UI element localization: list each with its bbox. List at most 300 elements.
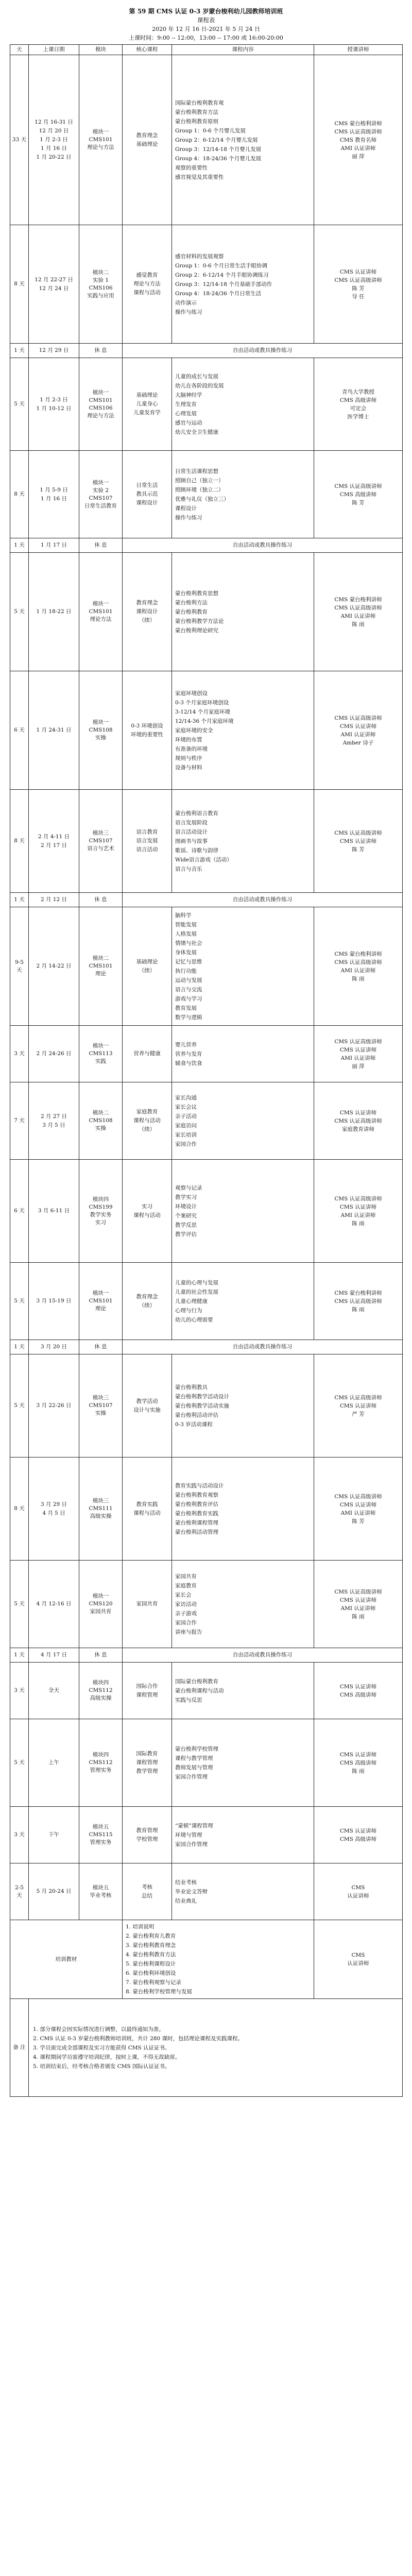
date-entry: 下午	[48, 1832, 59, 1838]
row-day: 8 天	[10, 225, 29, 344]
content-entry: 讲座与报告	[175, 1629, 202, 1635]
core-entry: 教育管理	[136, 1827, 158, 1834]
content-entry: 环境与管理	[175, 1832, 202, 1838]
content-entry: 脑科学	[175, 912, 192, 919]
table-row	[10, 1160, 403, 1263]
textbook-item: 3. 蒙台梭利教育理念	[126, 1942, 176, 1948]
content-entry: 感官视觉及其重要性	[175, 174, 224, 180]
row-teacher: CMS 认证高级讲师 CMS 高级讲师 陈 芳	[314, 451, 403, 538]
schedule-body	[10, 55, 403, 1920]
textbook-item: 1. 培训说明	[126, 1924, 154, 1930]
row-day: 8 天	[10, 1458, 29, 1561]
date-entry: 2 月 27 日	[40, 1113, 67, 1120]
remark-item: 1. 部分课程会因实际情况进行调整，以最终通知为准。	[33, 2026, 164, 2032]
content-entry: 结业典礼	[175, 1897, 197, 1904]
core-entry: 家园共育	[136, 1601, 158, 1607]
date-entry: 1 月 17 日	[40, 542, 67, 548]
row-module: 模块一 CMS101 理论方法	[79, 553, 123, 671]
row-rest-note: 自由活动或教具操作练习	[123, 1340, 403, 1354]
content-entry: 结业考核	[175, 1879, 197, 1886]
row-core	[123, 1863, 172, 1920]
content-entry: 数学与逻辑	[175, 1014, 202, 1021]
content-entry: 动作演示	[175, 299, 197, 306]
table-row	[10, 893, 403, 907]
row-module: 模块四 CMS199 教学实务 实习	[79, 1160, 123, 1263]
row-content	[172, 1354, 314, 1458]
remark-item: 4. 课程期间学员需遵守培训纪律，按时上课，不得无故缺席。	[33, 2054, 181, 2060]
content-entry: Group 3：12/14-18 个月基础手部动作	[175, 281, 272, 287]
core-entry: 考核	[142, 1884, 152, 1890]
content-entry: 操作与练习	[175, 309, 202, 315]
textbook-item: 6. 蒙台梭利环境创设	[126, 1970, 176, 1976]
row-core	[123, 907, 172, 1026]
row-module: 模块一 CMS113 实践	[79, 1026, 123, 1082]
table-row	[10, 1648, 403, 1663]
core-entry: 学校管理	[136, 1836, 158, 1842]
content-entry: 大脑神经学	[175, 392, 202, 398]
remark-item: 2. CMS 认证 0-3 岁蒙台梭利教师培训班，共计 280 课时，包括理论课程及实践课程。	[33, 2035, 243, 2042]
core-entry: 教育理念	[136, 132, 158, 139]
row-module: 休 息	[79, 344, 123, 358]
row-teacher: CMS 认证高级讲师 CMS 认证讲师 陈 芳	[314, 790, 403, 893]
content-entry: Group 1：0-6 个月日常生活手眼协调	[175, 262, 267, 269]
row-dates	[29, 225, 79, 344]
table-row	[10, 55, 403, 225]
content-entry: 家庭访问	[175, 1122, 197, 1129]
content-entry: 蒙台梭利教学方法论	[175, 618, 224, 624]
content-entry: 儿童心理健康	[175, 1298, 208, 1304]
row-core	[123, 225, 172, 344]
date-entry: 2 月 17 日	[40, 842, 67, 849]
date-entry: 2 月 14-22 日	[36, 963, 72, 969]
row-content	[172, 907, 314, 1026]
date-entry: 3 月 15-19 日	[36, 1298, 72, 1304]
row-dates	[29, 1026, 79, 1082]
content-entry: 蒙台梭利教学活动设计	[175, 1393, 229, 1400]
core-entry: 语言教育	[136, 829, 158, 835]
content-entry: 蒙台梭利教具	[175, 1384, 208, 1391]
row-content	[172, 358, 314, 451]
row-day: 3 天	[10, 1807, 29, 1863]
table-row	[10, 1863, 403, 1920]
core-entry: 语言活动	[136, 846, 158, 853]
table-row	[10, 344, 403, 358]
core-entry: 家庭教育	[136, 1109, 158, 1115]
core-entry: 日常生活	[136, 482, 158, 488]
content-entry: 教育发展	[175, 1005, 197, 1011]
content-entry: 环境设计	[175, 1203, 197, 1210]
row-module: 模块二 CMS101 理论	[79, 907, 123, 1026]
table-row	[10, 1663, 403, 1719]
row-content	[172, 671, 314, 790]
schedule-hours: 上课时间：9:00 -- 12:00，13:00 -- 17:00 或 16:00-20:00	[129, 35, 283, 41]
content-entry: 教学反思	[175, 1222, 197, 1228]
content-entry: 照顾自己（独立一）	[175, 477, 224, 484]
row-day: 1 天	[10, 1340, 29, 1354]
row-content	[172, 1663, 314, 1719]
row-teacher: CMS 认证讲师 CMS 高级讲师	[314, 1807, 403, 1863]
content-entry: 儿童的社会性发展	[175, 1289, 218, 1295]
row-day: 8 天	[10, 451, 29, 538]
row-core	[123, 1663, 172, 1719]
content-entry: 蒙台梭利教育	[175, 608, 208, 615]
content-entry: 执行功能	[175, 968, 197, 974]
content-entry: 0-3 岁活动课程	[175, 1421, 213, 1428]
table-row	[10, 1807, 403, 1863]
date-entry: 3 月 5 日	[42, 1122, 65, 1128]
row-core	[123, 1719, 172, 1807]
content-entry: 心理与行为	[175, 1307, 202, 1314]
row-core	[123, 1082, 172, 1160]
content-entry: 课程与教学管理	[175, 1755, 213, 1761]
core-entry: 理论与方法	[133, 281, 161, 287]
row-rest-note: 自由活动或教具操作练习	[123, 1648, 403, 1663]
date-entry: 上午	[48, 1759, 59, 1766]
content-entry: 0-3 个月家庭环境创设	[175, 699, 229, 706]
row-module: 模块五 CMS115 管理实务	[79, 1807, 123, 1863]
content-entry: 3-12/14 个月家庭环境	[175, 708, 230, 715]
date-entry: 5 月 20-24 日	[36, 1888, 72, 1894]
row-teacher: CMS 认证讲师 CMS 高级讲师 陈 雨	[314, 1719, 403, 1807]
row-dates	[29, 1807, 79, 1863]
date-entry: 2 月 24-26 日	[36, 1050, 72, 1057]
row-module: 模块一 实验 2 CMS107 日常生活教育	[79, 451, 123, 538]
content-entry: 亲子活动	[175, 1113, 197, 1120]
content-entry: 心理发展	[175, 410, 197, 417]
date-entry: 1 月 16 日	[40, 145, 67, 151]
row-dates	[29, 1663, 79, 1719]
content-entry: 亲子游戏	[175, 1610, 197, 1617]
row-module: 休 息	[79, 538, 123, 553]
content-entry: 图画书与故事	[175, 838, 208, 844]
row-rest-note: 自由活动或教具操作练习	[123, 538, 403, 553]
col-header-core: 核心课程	[123, 45, 172, 55]
content-entry: 家长会议	[175, 1104, 197, 1110]
date-entry: 1 月 20-22 日	[36, 154, 72, 160]
content-entry: 毕业论文答辩	[175, 1888, 208, 1895]
row-module: 模块一 CMS101 理论	[79, 1263, 123, 1340]
content-entry: 蒙台梭利方法	[175, 599, 208, 606]
row-day: 3 天	[10, 1663, 29, 1719]
content-entry: 家园合作管理	[175, 1841, 208, 1848]
core-entry: 环境的重要性	[131, 731, 163, 738]
content-entry: 观察的重要性	[175, 164, 208, 171]
row-dates	[29, 358, 79, 451]
row-content	[172, 553, 314, 671]
content-entry: 规则与秩序	[175, 755, 202, 761]
core-entry: 语言发展	[136, 838, 158, 844]
row-module: 模块三 CMS107 实操	[79, 1354, 123, 1458]
table-row	[10, 225, 403, 344]
content-entry: 蒙台梭利教育评估	[175, 1501, 218, 1507]
row-dates	[29, 1263, 79, 1340]
row-dates	[29, 55, 79, 225]
content-entry: 幼儿在各阶段的发展	[175, 382, 224, 389]
core-entry: 课程与活动	[133, 290, 161, 296]
content-entry: 优雅与礼仪（独立三）	[175, 496, 229, 502]
content-entry: 实践与反思	[175, 1697, 202, 1703]
schedule-table	[10, 44, 403, 2097]
col-header-content: 课程内容	[172, 45, 314, 55]
table-row	[10, 358, 403, 451]
content-entry: 家庭环境的安全	[175, 727, 213, 734]
core-entry: 儿童身心	[136, 401, 158, 407]
content-entry: 运动与发展	[175, 977, 202, 984]
date-entry: 1 月 16 日	[40, 495, 67, 502]
content-entry: 家庭教育	[175, 1582, 197, 1589]
content-entry: Group 4：18-24/36 个月婴儿发展	[175, 155, 262, 162]
remark-item: 5. 培训结束后，经考核合格者颁发 CMS 国际认证证书。	[33, 2063, 170, 2070]
row-dates	[29, 1458, 79, 1561]
content-entry: 感官材料的发展观察	[175, 253, 224, 260]
content-entry: 教学实习	[175, 1194, 197, 1200]
content-entry: 蒙台梭利教育方法	[175, 109, 218, 115]
row-day: 5 天	[10, 1263, 29, 1340]
content-entry: 个案研究	[175, 1212, 197, 1219]
row-dates	[29, 1719, 79, 1807]
content-entry: 家园合作	[175, 1141, 197, 1147]
date-entry: 4 月 5 日	[42, 1510, 65, 1516]
core-entry: 设计与实施	[133, 1406, 161, 1413]
row-content	[172, 1561, 314, 1648]
row-day: 8 天	[10, 790, 29, 893]
row-day: 6 天	[10, 1160, 29, 1263]
content-entry: 儿童的心理与发展	[175, 1279, 218, 1286]
row-module: 休 息	[79, 1340, 123, 1354]
core-entry: 课程与活动	[133, 1212, 161, 1218]
row-day: 33 天	[10, 55, 29, 225]
table-row	[10, 1082, 403, 1160]
content-entry: 家庭环境创设	[175, 690, 208, 697]
core-entry: 实习	[142, 1203, 152, 1210]
content-entry: “蒙顿”课程管理	[175, 1822, 213, 1829]
row-core	[123, 358, 172, 451]
col-header-teacher: 授课讲师	[314, 45, 403, 55]
core-entry: 国际教育	[136, 1751, 158, 1757]
content-entry: Group 2：6-12/14 个月手眼协调练习	[175, 272, 269, 278]
row-rest-note: 自由活动或教具操作练习	[123, 893, 403, 907]
row-teacher: CMS 认证高级讲师 CMS 认证讲师 AMI 认证讲师 陈 芳	[314, 1458, 403, 1561]
date-entry: 12 月 16-31 日	[35, 119, 73, 125]
table-row	[10, 1263, 403, 1340]
core-entry: 基础理论	[136, 141, 158, 147]
core-entry: 教育理念	[136, 1293, 158, 1300]
row-dates	[29, 790, 79, 893]
table-row	[10, 1458, 403, 1561]
content-entry: 情绪与社会	[175, 940, 202, 946]
row-dates	[29, 1561, 79, 1648]
core-entry: 课程设计	[136, 608, 158, 615]
date-entry: 2 月 4-11 日	[38, 833, 70, 840]
content-entry: 幼儿的心理需要	[175, 1316, 213, 1323]
core-entry: 营养与健康	[133, 1050, 161, 1057]
row-dates	[29, 1340, 79, 1354]
schedule-header	[10, 7, 402, 42]
row-module: 休 息	[79, 893, 123, 907]
content-entry: 家园合作管理	[175, 1773, 208, 1780]
content-entry: 12/14-36 个月家庭环境	[175, 718, 234, 724]
textbook-item: 7. 蒙台梭利观察与记录	[126, 1979, 181, 1986]
row-teacher: CMS 认证讲师	[314, 1863, 403, 1920]
row-content	[172, 1026, 314, 1082]
col-header-dates: 上课日期	[29, 45, 79, 55]
table-row	[10, 671, 403, 790]
core-entry: （续）	[139, 967, 156, 974]
row-content	[172, 1719, 314, 1807]
row-day: 3 天	[10, 1026, 29, 1082]
row-core	[123, 1807, 172, 1863]
content-entry: 儿童的成长与发展	[175, 373, 218, 380]
row-dates	[29, 907, 79, 1026]
row-teacher: CMS 认证高级讲师 CMS 认证讲师 AMI 认证讲师 陈 雨	[314, 1160, 403, 1263]
content-entry: 日常生活课程思想	[175, 468, 218, 474]
core-entry: 基础理论	[136, 958, 158, 965]
row-dates	[29, 344, 79, 358]
row-content	[172, 55, 314, 225]
content-entry: Group 3：12/14-18 个月婴儿发展	[175, 146, 262, 152]
core-entry: （续）	[139, 1302, 156, 1309]
content-entry: 蒙台梭利理论研究	[175, 627, 218, 634]
content-entry: 语言发展阶段	[175, 819, 208, 826]
table-row	[10, 1026, 403, 1082]
table-row	[10, 451, 403, 538]
content-entry: 语言与交流	[175, 986, 202, 993]
remarks-list	[29, 1999, 403, 2097]
row-teacher: CMS 认证高级讲师 CMS 认证讲师 AMI 认证讲师 Amber 诗子	[314, 671, 403, 790]
content-entry: 蒙台梭利教育观察	[175, 1492, 218, 1498]
row-day: 9-5 天	[10, 907, 29, 1026]
row-teacher: 青鸟大学教授 CMS 高级讲师 可定会 医学博士	[314, 358, 403, 451]
content-entry: 蒙台梭利教学活动实施	[175, 1402, 229, 1409]
content-entry: 家长沟通	[175, 1094, 197, 1101]
date-entry: 1 月 5-9 日	[40, 486, 68, 493]
core-entry: 基础理论	[136, 392, 158, 398]
row-day: 5 天	[10, 358, 29, 451]
core-entry: 总结	[142, 1892, 152, 1899]
content-entry: 设备与材料	[175, 764, 202, 771]
textbook-list	[123, 1920, 314, 1999]
row-teacher: CMS 认证讲师 CMS 高级讲师	[314, 1663, 403, 1719]
date-entry: 3 月 29 日	[40, 1501, 67, 1507]
content-entry: 人格发展	[175, 930, 197, 937]
row-module: 模块一 CMS101 理论与方法	[79, 55, 123, 225]
date-entry: 12 月 20 日	[39, 128, 69, 134]
table-header-row	[10, 45, 403, 55]
core-entry: 儿童发育学	[133, 410, 161, 416]
row-content	[172, 1263, 314, 1340]
row-dates	[29, 451, 79, 538]
textbook-item: 5. 蒙台梭利课程设计	[126, 1961, 176, 1967]
textbook-teacher: CMS 认证讲师	[314, 1920, 403, 1999]
content-entry: 生理发育	[175, 401, 197, 408]
date-entry: 12 月 22-27 日	[35, 276, 73, 283]
row-content	[172, 225, 314, 344]
table-row	[10, 790, 403, 893]
content-entry: 教师发展与管理	[175, 1764, 213, 1771]
row-module: 模块五 毕业考核	[79, 1863, 123, 1920]
row-day: 2-5 天	[10, 1863, 29, 1920]
core-entry: 教具示范	[136, 491, 158, 497]
row-day: 5 天	[10, 1561, 29, 1648]
row-dates	[29, 893, 79, 907]
row-teacher: CMS 蒙台梭利讲师 CMS 认证高级讲师 AMI 认证讲师 陈 雨	[314, 907, 403, 1026]
date-entry: 1 月 18-22 日	[36, 608, 72, 615]
row-core	[123, 1160, 172, 1263]
row-teacher: CMS 蒙台梭利讲师 CMS 认证高级讲师 CMS 教育名师 AMI 认证讲师 丽 萍	[314, 55, 403, 225]
content-entry: 家园合作	[175, 1619, 197, 1626]
core-entry: 国际合作	[136, 1683, 158, 1689]
row-module: 模块四 CMS112 管理实务	[79, 1719, 123, 1807]
col-header-day: 天	[10, 45, 29, 55]
row-module: 模块一 CMS101 CMS106 理论与方法	[79, 358, 123, 451]
content-entry: 游戏与学习	[175, 995, 202, 1002]
row-module: 模块三 CMS107 语言与艺术	[79, 790, 123, 893]
content-entry: 语言与音乐	[175, 866, 202, 872]
core-entry: 课程管理	[136, 1759, 158, 1766]
content-entry: 智能发展	[175, 921, 197, 928]
row-core	[123, 1458, 172, 1561]
table-row	[10, 1719, 403, 1807]
row-dates	[29, 538, 79, 553]
remarks-row	[10, 1999, 403, 2097]
row-teacher: CMS 认证讲师 CMS 认证高级讲师 家庭教育讲师	[314, 1082, 403, 1160]
content-entry: 课程设计	[175, 505, 197, 512]
row-rest-note: 自由活动或教具操作练习	[123, 344, 403, 358]
row-day: 5 天	[10, 1719, 29, 1807]
content-entry: 家长会	[175, 1591, 192, 1598]
row-dates	[29, 1160, 79, 1263]
row-teacher: CMS 认证讲师 CMS 认证高级讲师 陈 芳 导 任	[314, 225, 403, 344]
textbook-row	[10, 1920, 403, 1999]
content-entry: Wide语言游戏（活动）	[175, 856, 232, 863]
content-entry: 蒙台梭利教育实践	[175, 1510, 218, 1517]
content-entry: 蒙台梭利活动评估	[175, 1412, 218, 1418]
content-entry: 照顾环境（独立二）	[175, 486, 224, 493]
schedule-subtitle: 课程表	[197, 16, 215, 24]
content-entry: 环境的布置	[175, 736, 202, 743]
date-entry: 1 月 2-3 日	[40, 396, 68, 403]
row-day: 6 天	[10, 671, 29, 790]
content-entry: 观察与记录	[175, 1184, 202, 1191]
content-entry: 蒙台梭利课程管理	[175, 1519, 218, 1526]
content-entry: 记忆与思维	[175, 958, 202, 965]
row-dates	[29, 1082, 79, 1160]
content-entry: 蒙台梭利教育原则	[175, 118, 218, 125]
content-entry: 家长培训	[175, 1131, 197, 1138]
row-day: 7 天	[10, 1082, 29, 1160]
row-dates	[29, 553, 79, 671]
row-dates	[29, 1863, 79, 1920]
row-module: 模块三 CMS111 高级实操	[79, 1458, 123, 1561]
textbook-item: 2. 蒙台梭利育儿教育	[126, 1933, 176, 1939]
content-entry: 幼儿安全卫生健康	[175, 429, 218, 435]
content-entry: 蒙台梭利课程与活动	[175, 1687, 224, 1694]
date-entry: 3 月 20 日	[40, 1344, 67, 1350]
row-core	[123, 790, 172, 893]
date-entry: 2 月 12 日	[40, 896, 67, 903]
schedule-dates: 2020 年 12 月 16 日-2021 年 5 月 24 日	[152, 26, 260, 32]
core-entry: 课程设计	[136, 500, 158, 506]
row-module: 休 息	[79, 1648, 123, 1663]
row-core	[123, 451, 172, 538]
content-entry: 教育实践与活动设计	[175, 1482, 224, 1489]
col-header-module: 模块	[79, 45, 123, 55]
content-entry: 身体发展	[175, 949, 197, 956]
row-teacher: CMS 认证高级讲师 CMS 认证讲师 AMI 认证讲师 陈 雨	[314, 1561, 403, 1648]
content-entry: 蒙台梭利学校管理	[175, 1745, 218, 1752]
content-entry: 家访活动	[175, 1601, 197, 1607]
date-entry: 12 月 29 日	[39, 347, 69, 353]
